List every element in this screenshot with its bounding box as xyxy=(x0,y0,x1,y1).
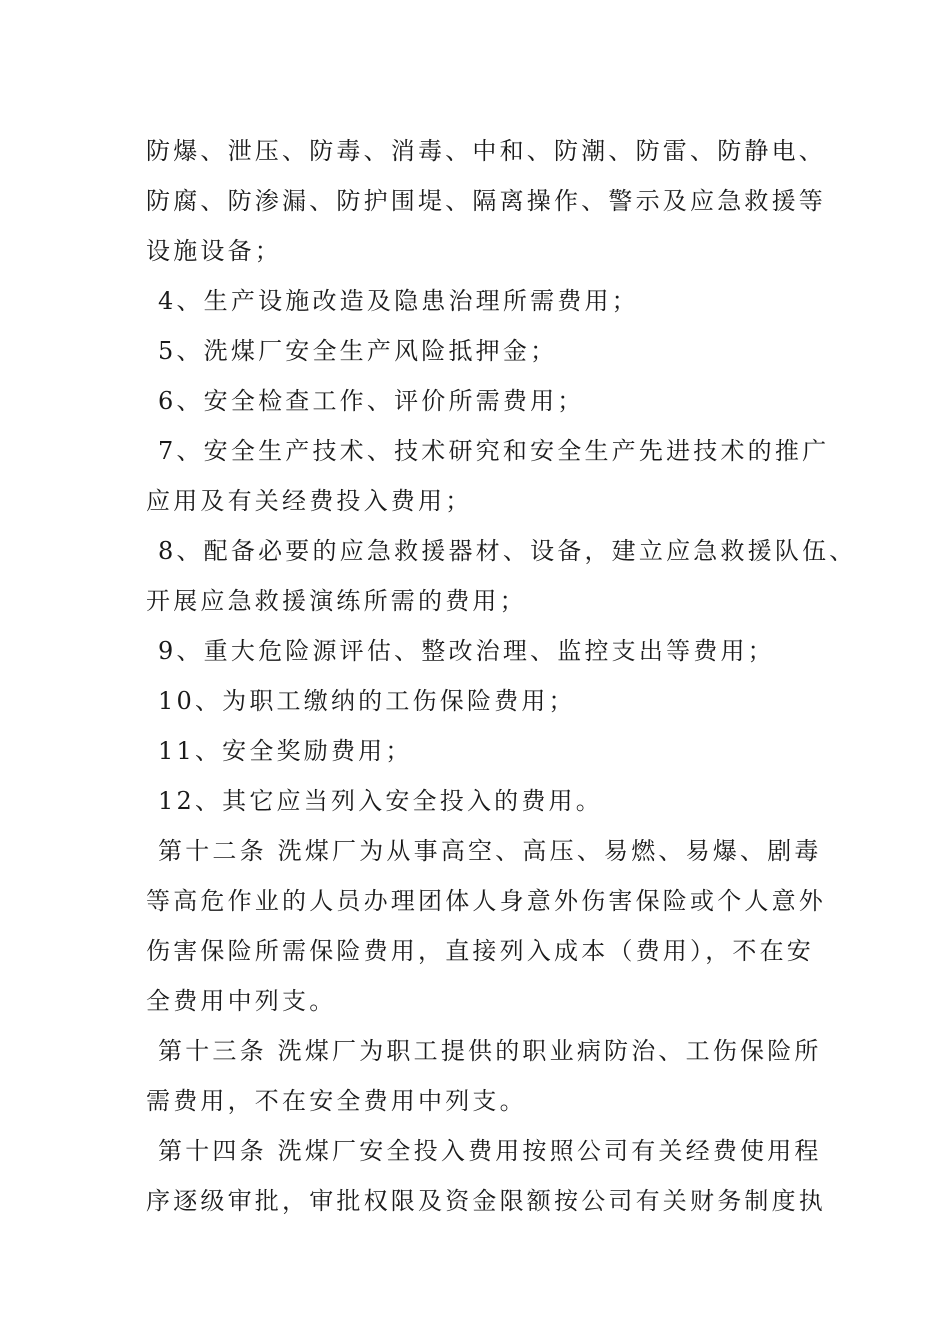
article-thirteen: 第十三条 洗煤厂为职工提供的职业病防治、工伤保险所 xyxy=(158,1037,822,1065)
list-item: 11、安全奖励费用； xyxy=(158,737,413,765)
text-line: 伤害保险所需保险费用，直接列入成本（费用），不在安 xyxy=(146,937,814,965)
list-item: 12、其它应当列入安全投入的费用。 xyxy=(158,787,603,815)
list-item: 8、配备必要的应急救援器材、设备，建立应急救援队伍、 xyxy=(158,537,857,565)
text-line: 全费用中列支。 xyxy=(146,987,337,1015)
text-line: 防腐、防渗漏、防护围堤、隔离操作、警示及应急救援等 xyxy=(146,187,826,215)
text-line: 防爆、泄压、防毒、消毒、中和、防潮、防雷、防静电、 xyxy=(146,137,826,165)
list-item: 5、洗煤厂安全生产风险抵押金； xyxy=(158,337,558,365)
article-fourteen: 第十四条 洗煤厂安全投入费用按照公司有关经费使用程 xyxy=(158,1137,822,1165)
text-line: 开展应急救援演练所需的费用； xyxy=(146,587,527,615)
list-item: 10、为职工缴纳的工伤保险费用； xyxy=(158,687,576,715)
list-item: 4、生产设施改造及隐患治理所需费用； xyxy=(158,287,639,315)
article-twelve: 第十二条 洗煤厂为从事高空、高压、易燃、易爆、剧毒 xyxy=(158,837,822,865)
list-item: 6、安全检查工作、评价所需费用； xyxy=(158,387,585,415)
list-item: 7、安全生产技术、技术研究和安全生产先进技术的推广 xyxy=(158,437,830,465)
text-line: 等高危作业的人员办理团体人身意外伤害保险或个人意外 xyxy=(146,887,826,915)
text-line: 序逐级审批，审批权限及资金限额按公司有关财务制度执 xyxy=(146,1187,826,1215)
text-line: 需费用，不在安全费用中列支。 xyxy=(146,1087,527,1115)
text-line: 设施设备； xyxy=(146,237,282,265)
list-item: 9、重大危险源评估、整改治理、监控支出等费用； xyxy=(158,637,775,665)
text-line: 应用及有关经费投入费用； xyxy=(146,487,473,515)
